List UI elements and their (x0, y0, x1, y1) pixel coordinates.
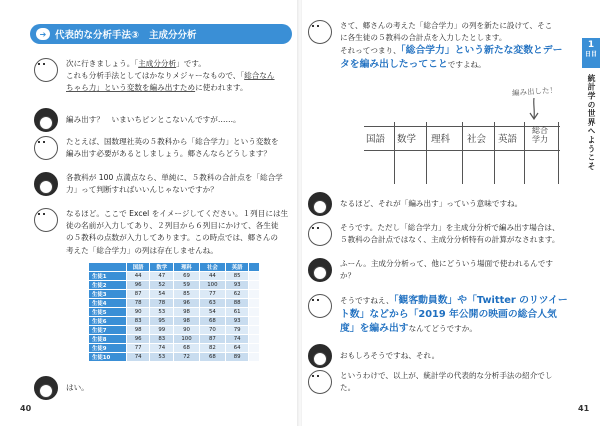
table-cell-empty (249, 335, 260, 344)
table-header (249, 263, 260, 272)
handwritten-table (364, 122, 564, 184)
handwritten-note: 編み出した！ (511, 85, 558, 98)
dialogue-row (34, 108, 241, 132)
table-cell: 95 (150, 317, 174, 326)
table-cell: 53 (150, 308, 174, 317)
table-cell-empty (249, 290, 260, 299)
table-cell-empty (249, 281, 260, 290)
handwritten-header: 社会 (467, 134, 487, 145)
table-cell: 87 (126, 290, 150, 299)
teacher-avatar-icon (308, 222, 332, 246)
table-cell: 100 (199, 281, 225, 290)
handwritten-new-header: 総合 学力 (532, 126, 548, 144)
table-cell: 83 (150, 335, 174, 344)
teacher-avatar-icon (308, 20, 332, 44)
table-cell: 72 (174, 353, 200, 362)
table-header: 英語 (225, 263, 249, 272)
table-cell: 54 (199, 308, 225, 317)
table-cell: 74 (126, 353, 150, 362)
table-cell: 98 (174, 308, 200, 317)
student-avatar-icon (308, 192, 332, 216)
page-number: 40 (20, 404, 32, 413)
table-row-header: 生徒5 (89, 308, 127, 317)
dialogue-row (308, 222, 560, 246)
speech-text: なるほど。ここで Excel をイメージしてください。１列目には生 徒の名前が入力してあり、２列目から６列目にかけて、各生徒 の５教科の点数が入力してあります。この時点では、郷さんの 考えた「総合学力」の列は存在しませんね。 (66, 209, 289, 255)
teacher-avatar-icon (34, 136, 58, 160)
dialogue-row (308, 294, 568, 336)
table-cell-empty (249, 299, 260, 308)
section-header (30, 24, 292, 44)
table-cell: 69 (174, 272, 200, 281)
table-header (89, 263, 127, 272)
speech-text: さて、郷さんの考えた「総合学力」の列を新たに設けて、そこ に各生徒の５教科の合計点を入力したとします。 それってつまり、「総合学力」という新たな変数とデー タを編み出したってことですよね。 (340, 21, 563, 71)
table-row (89, 299, 260, 308)
table-cell: 98 (174, 317, 200, 326)
table-cell: 52 (150, 281, 174, 290)
table-row (89, 335, 260, 344)
table-cell: 70 (199, 326, 225, 335)
table-cell: 85 (174, 290, 200, 299)
table-cell: 64 (225, 344, 249, 353)
speech-text: 編み出す？ いまいちピンとこないんですが……。 (66, 115, 241, 124)
table-cell: 54 (150, 290, 174, 299)
table-cell: 83 (126, 317, 150, 326)
table-row-header: 生徒4 (89, 299, 127, 308)
table-row (89, 272, 260, 281)
speech-text: おもしろそうですね、それ。 (340, 351, 440, 360)
table-row (89, 317, 260, 326)
table-cell: 87 (199, 335, 225, 344)
table-cell: 89 (225, 353, 249, 362)
dialogue-row (308, 344, 439, 368)
table-cell: 77 (199, 290, 225, 299)
table-header: 数学 (150, 263, 174, 272)
table-cell: 90 (126, 308, 150, 317)
chapter-title: 統計学の世界へようこそ (587, 74, 596, 171)
table-cell: 96 (174, 299, 200, 308)
dialogue-row (308, 258, 553, 282)
speech-text: たとえば、国数理社英の５教科から「総合学力」という変数を 編み出す必要があるとしましょう。郷さんならどうします？ (66, 137, 279, 159)
table-row-header: 生徒7 (89, 326, 127, 335)
handwritten-header: 数学 (397, 134, 417, 145)
table-cell: 82 (199, 344, 225, 353)
handwritten-header: 国語 (366, 134, 386, 145)
table-cell-empty (249, 353, 260, 362)
table-header-row (89, 263, 260, 272)
table-row (89, 281, 260, 290)
teacher-avatar-icon (34, 208, 58, 232)
speech-text: はい。 (66, 383, 89, 392)
student-avatar-icon (308, 344, 332, 368)
table-row (89, 353, 260, 362)
table-cell: 96 (126, 281, 150, 290)
table-cell: 74 (225, 335, 249, 344)
handwritten-arrow-icon (527, 98, 541, 120)
table-row (89, 290, 260, 299)
table-cell: 79 (225, 326, 249, 335)
dialogue-row (34, 58, 275, 95)
table-cell-empty (249, 308, 260, 317)
teacher-avatar-icon (308, 370, 332, 394)
table-cell: 62 (225, 290, 249, 299)
right-page (302, 0, 600, 426)
handwritten-header: 理科 (431, 134, 451, 145)
teacher-avatar-icon (308, 294, 332, 318)
table-cell: 63 (199, 299, 225, 308)
speech-text: というわけで、以上が、統計学の代表的な分析手法の紹介でし た。 (340, 371, 553, 393)
speech-text: 次に行きましょう。「主成分分析」です。 これも分析手法としてはかなりメジャーなもので、「総合なん ちゃら力」という変数を編み出すために使われます。 (66, 59, 275, 93)
table-header: 国語 (126, 263, 150, 272)
table-row-header: 生徒9 (89, 344, 127, 353)
dialogue-row (34, 136, 279, 160)
table-cell-empty (249, 272, 260, 281)
table-cell: 78 (150, 299, 174, 308)
speech-text: そうですねえ、「観客動員数」や「Twitter のリツイー ト数」などから「2019 年公開の映画の総合人気 度」を編み出すなんてどうですか。 (340, 295, 568, 334)
page-number: 41 (578, 404, 590, 413)
left-page (0, 0, 298, 426)
student-avatar-icon (34, 376, 58, 400)
table-cell: 61 (225, 308, 249, 317)
table-row (89, 344, 260, 353)
table-cell: 44 (199, 272, 225, 281)
table-cell: 90 (174, 326, 200, 335)
table-cell: 99 (150, 326, 174, 335)
dialogue-row (308, 20, 562, 72)
table-cell-empty (249, 317, 260, 326)
table-cell: 47 (150, 272, 174, 281)
score-table (88, 262, 260, 362)
table-row-header: 生徒8 (89, 335, 127, 344)
table-cell: 98 (126, 326, 150, 335)
table-row-header: 生徒2 (89, 281, 127, 290)
table-row-header: 生徒3 (89, 290, 127, 299)
student-avatar-icon (34, 108, 58, 132)
table-cell: 68 (199, 317, 225, 326)
dialogue-row (308, 192, 522, 216)
dialogue-row (34, 172, 283, 196)
table-cell-empty (249, 326, 260, 335)
dialogue-row (34, 376, 89, 400)
chapter-tab: 1 日目 (582, 38, 600, 68)
table-row-header: 生徒6 (89, 317, 127, 326)
table-cell: 85 (225, 272, 249, 281)
table-cell: 93 (225, 317, 249, 326)
table-cell: 59 (174, 281, 200, 290)
teacher-avatar-icon (34, 58, 58, 82)
dialogue-row (34, 208, 288, 257)
table-cell: 100 (174, 335, 200, 344)
speech-text: ふーん。主成分分析って、他にどういう場面で使われるんです か？ (340, 259, 553, 281)
table-cell: 68 (199, 353, 225, 362)
table-cell: 93 (225, 281, 249, 290)
table-cell: 68 (174, 344, 200, 353)
speech-text: なるほど、それが「編み出す」っていう意味ですね。 (340, 199, 523, 208)
table-cell: 44 (126, 272, 150, 281)
table-header: 社会 (199, 263, 225, 272)
table-row (89, 326, 260, 335)
student-avatar-icon (308, 258, 332, 282)
table-row (89, 308, 260, 317)
table-cell: 88 (225, 299, 249, 308)
table-cell: 74 (150, 344, 174, 353)
handwritten-header: 英語 (498, 134, 518, 145)
table-row-header: 生徒1 (89, 272, 127, 281)
dialogue-row (308, 370, 552, 394)
table-row-header: 生徒10 (89, 353, 127, 362)
table-header: 理科 (174, 263, 200, 272)
table-cell: 78 (126, 299, 150, 308)
speech-text: そうです。ただし「総合学力」を主成分分析で編み出す場合は、 ５教科の合計点ではなく、主成分分析特有の計算がなされます。 (340, 223, 560, 245)
arrow-right-icon: ➔ (36, 28, 50, 40)
table-cell-empty (249, 344, 260, 353)
speech-text: 各教科が 100 点満点なら、単純に、５教科の合計点を「総合学 力」って判断すればいいんじゃないですか？ (66, 173, 283, 195)
section-label: 代表的な分析手法③ (55, 30, 140, 41)
table-cell: 77 (126, 344, 150, 353)
table-cell: 96 (126, 335, 150, 344)
table-cell: 53 (150, 353, 174, 362)
section-title: 主成分分析 (149, 30, 197, 41)
student-avatar-icon (34, 172, 58, 196)
